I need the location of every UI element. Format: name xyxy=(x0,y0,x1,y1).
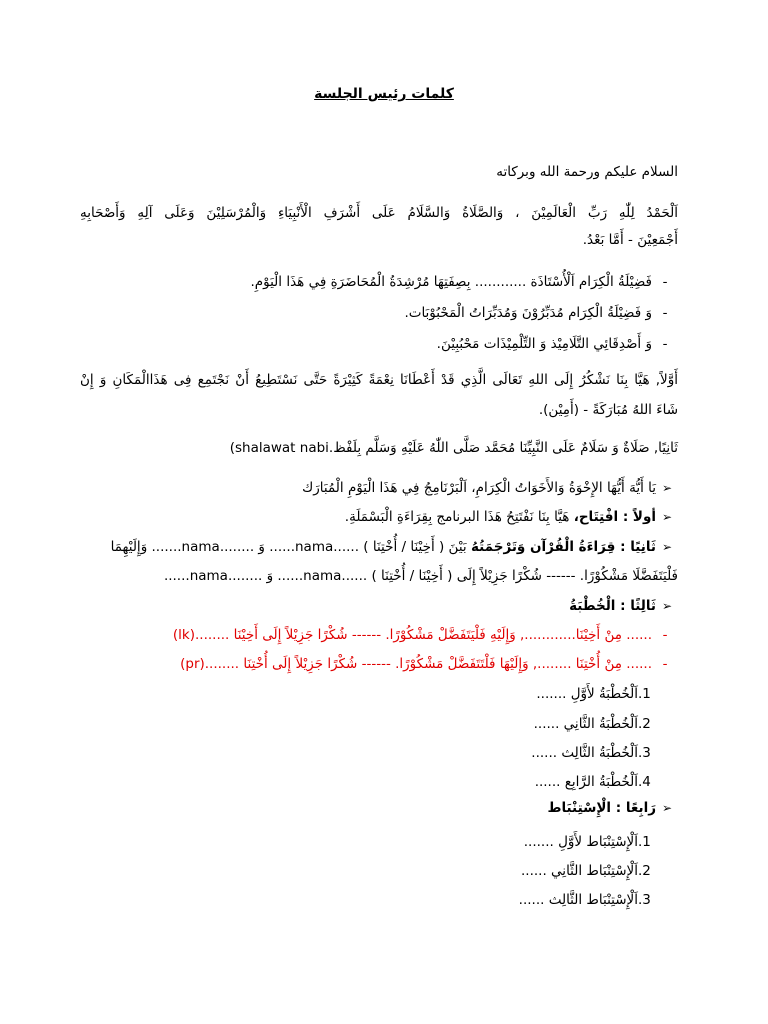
khutbah-red-line: -...... مِنْ أَخِيْنَا............, وَإِلَيْهِ فَلْيَتَفَضَّلْ مَشْكُوْرًا. ------ شُكْرًا جَزِيْلاً إِلَى أَخِيْنَا ........(lk) xyxy=(80,627,678,643)
list-item: 3.اَلْخُطْبَةُ الثَّالِث ...... xyxy=(531,745,651,761)
istinbat-heading xyxy=(80,800,678,816)
iftitah-text: هَيَّا بِنَا نَفْتَتِحُ هَذَا البرنامج بِقِرَاءَةِ الْبَسْمَلَةِ. xyxy=(344,509,570,525)
qiraah-label: ثَانِيًا : قِرَاءَةُ الْقُرْآن وَتَرْجَمَتُهُ xyxy=(470,539,656,555)
thaniyan-text: ثَانِيًا, صَلَاةٌ وَ سَلَامٌ عَلَى النَّبِيِّنَا مُحَمَّد صَلَّى اللّٰهُ عَلَيْهِ وَسَلَّم بِلَفْظ. xyxy=(328,440,678,456)
iftitah-item xyxy=(80,509,678,525)
program-intro: ➢يَا أَيُّهَ أَيُّهَا الإِخْوَةُ وَالأَخَوَاتُ الْكِرَامِ، اَلْبَرْنَامِجُ فِي هَذَا الْيَوْمِ الْمُبَارَك xyxy=(80,480,678,496)
arrow-bullet-icon: ➢ xyxy=(661,540,673,554)
hamd-line-2: أَجْمَعِيْنَ - أَمَّا بَعْدُ. xyxy=(582,232,678,248)
thaniyan-line xyxy=(80,440,678,456)
khutbah-heading xyxy=(80,598,678,614)
dash-bullet: - xyxy=(662,305,668,321)
page-title: كلمات رئيس الجلسة xyxy=(314,86,454,102)
list-item: 2.اَلْخُطْبَةُ الثَّانِي ...... xyxy=(533,716,651,732)
arrow-bullet-icon: ➢ xyxy=(661,599,673,613)
list-item: 1.اَلْخُطْبَةُ لأَوَّلِ ....... xyxy=(536,686,651,702)
addressee-item: -وَ أَصْدِقَائِي التَّلَامِيْذ وَ التِّلْمِيْذَات مَحْبُبِيْنَ. xyxy=(80,336,678,352)
hamd-line-1: اَلْحَمْدُ لِلّٰهِ رَبِّ الْعَالَمِيْنَ ، وَالصَّلَاةُ وَالسَّلَامُ عَلَى أَشْرَفِ الْأَنْبِيَاءِ وَالْمُرْسَلِيْنَ وَعَلَى آلِهِ وَأَصْحَابِهِ xyxy=(80,205,678,221)
awwalan-line-2: شَاءَ اللهُ مُبَارَكَةً - (أَمِيْن). xyxy=(538,402,678,418)
thaniyan-latin: (shalawat nabi xyxy=(229,440,329,456)
khutbah-label: ثَالِثًا : الْخُطْبَةُ xyxy=(569,598,656,614)
dash-bullet: - xyxy=(662,627,668,643)
addressee-item: -وَ فَضِيْلَةُ الْكِرَام مُدَبِّرُوْنَ وَمُدَبِّرَاتُ الْمَحْبُوْبَات. xyxy=(80,305,678,321)
iftitah-label: أولاً : افْتِتَاح، xyxy=(573,509,656,525)
dash-bullet: - xyxy=(662,336,668,352)
dash-bullet: - xyxy=(662,656,668,672)
arrow-bullet-icon: ➢ xyxy=(661,481,673,495)
list-item: 3.اَلْإِسْتِنْبَاط الثَّالِث ...... xyxy=(518,892,651,908)
arrow-bullet-icon: ➢ xyxy=(661,801,673,815)
greeting: السلام عليكم ورحمة الله وبركاته xyxy=(496,164,678,180)
addressee-item: -فَضِيْلَةُ الْكِرَام اَلْأُسْتَاذَة ............ بِصِفَتِهَا مُرْشِدَةُ الْمُحَاضَرَةِ فِي هَذَا الْيَوْمِ. xyxy=(80,274,678,290)
list-item: 1.اَلْإِسْتِنْبَاط لأَوَّلِ ....... xyxy=(523,834,651,850)
list-item: 2.اَلْإِسْتِنْبَاط الثَّانِي ...... xyxy=(521,863,651,879)
qiraah-text: بَيْنَ ( أَخِيْنَا / أُخْتِنَا ) ......nama...... وَ ........nama....... وَإِلَيْهِمَا xyxy=(110,539,467,555)
qiraah-item xyxy=(80,539,678,555)
list-item: 4.اَلْخُطْبَةُ الرَّابِع ...... xyxy=(534,774,651,790)
awwalan-line-1: أَوَّلاً, هَيَّا بِنَا نَشْكُرُ إِلَى اللهِ تَعَالَى الَّذِي قَدْ أَعْطَانَا نِعْمَةً كَثِيْرَةً حَتَّى نَسْتَطِيعُ أَنْ نَجْتَمِع فِى هَذَاالْمَكَانِ وَ إِنْ xyxy=(80,372,678,388)
dash-bullet: - xyxy=(662,274,668,290)
arrow-bullet-icon: ➢ xyxy=(661,510,673,524)
qiraah-line-2: فَلْيَتَفَضَّلَا مَشْكُوْرًا. ------ شُكْرًا جَزِيْلاً إِلَى ( أَخِيْنَا / أُخْتِنَا ) ......nama...... وَ ........nama...... xyxy=(163,568,678,584)
khutbah-red-line: -...... مِنْ أُخْتِنَا ........, وَإِلَيْهَا فَلْتَتَفَضَّلْ مَشْكُوْرًا. ------ شُكْرًا جَزِيْلاً إِلَى أُخْتِنَا ........(pr) xyxy=(80,656,678,672)
istinbat-label: رَابِعًا : الْإِسْتِنْبَاط xyxy=(547,800,656,816)
